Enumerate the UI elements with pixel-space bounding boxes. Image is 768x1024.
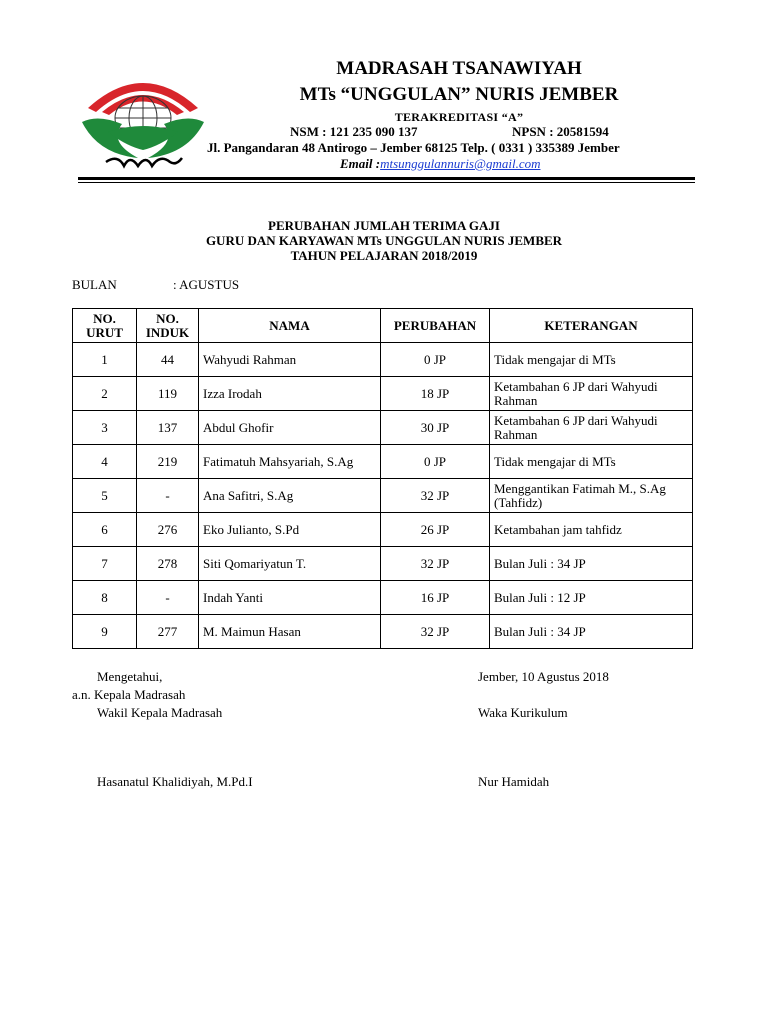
table-header-row (73, 309, 693, 343)
salary-change-table (72, 308, 693, 649)
cell-perubahan: 0 JP (381, 445, 490, 479)
letterhead-rule-thin (78, 182, 695, 183)
letterhead-school-name: MTs “UNGGULAN” NURIS JEMBER (299, 84, 619, 105)
cell-keterangan: Tidak mengajar di MTs (490, 343, 693, 377)
cell-no: 1 (73, 343, 137, 377)
cell-no: 2 (73, 377, 137, 411)
cell-nama: Siti Qomariyatun T. (199, 547, 381, 581)
cell-nama: Indah Yanti (199, 581, 381, 615)
nsm-number: NSM : 121 235 090 137 (290, 124, 418, 139)
cell-keterangan: Bulan Juli : 34 JP (490, 615, 693, 649)
header-perubahan: PERUBAHAN (381, 309, 490, 343)
cell-induk: - (137, 581, 199, 615)
table-row (73, 445, 693, 479)
cell-induk: 277 (137, 615, 199, 649)
cell-perubahan: 26 JP (381, 513, 490, 547)
table-row (73, 411, 693, 445)
cell-no: 7 (73, 547, 137, 581)
table-row (73, 343, 693, 377)
sig-left-on-behalf: a.n. Kepala Madrasah (72, 687, 186, 702)
sig-left-name: Hasanatul Khalidiyah, M.Pd.I (97, 774, 253, 789)
cell-no: 8 (73, 581, 137, 615)
cell-perubahan: 30 JP (381, 411, 490, 445)
cell-perubahan: 32 JP (381, 479, 490, 513)
bulan-value: : AGUSTUS (173, 277, 240, 292)
school-address: Jl. Pangandaran 48 Antirogo – Jember 68125 Telp. ( 0331 ) 335389 Jember (207, 140, 620, 155)
doc-title-line2: GURU DAN KARYAWAN MTs UNGGULAN NURIS JEMBER (205, 233, 563, 248)
cell-induk: - (137, 479, 199, 513)
email-label: Email : (340, 156, 381, 171)
cell-nama: Ana Safitri, S.Ag (199, 479, 381, 513)
email-link[interactable]: mtsunggulannuris@gmail.com (380, 156, 541, 171)
table-row (73, 479, 693, 513)
cell-keterangan: Ketambahan jam tahfidz (490, 513, 693, 547)
cell-keterangan: Bulan Juli : 34 JP (490, 547, 693, 581)
cell-no: 9 (73, 615, 137, 649)
bulan-label: BULAN (72, 277, 117, 292)
cell-induk: 276 (137, 513, 199, 547)
sig-left-acknowledged: Mengetahui, (97, 669, 163, 684)
cell-keterangan: Bulan Juli : 12 JP (490, 581, 693, 615)
table-row (73, 581, 693, 615)
table-row (73, 547, 693, 581)
accreditation: TERAKREDITASI “A” (394, 110, 524, 124)
cell-nama: Wahyudi Rahman (199, 343, 381, 377)
cell-nama: Izza Irodah (199, 377, 381, 411)
letterhead-title: MADRASAH TSANAWIYAH (336, 58, 582, 79)
cell-nama: Abdul Ghofir (199, 411, 381, 445)
doc-title-line3: TAHUN PELAJARAN 2018/2019 (290, 248, 478, 263)
sig-right-position: Waka Kurikulum (478, 705, 568, 720)
header-no-urut: NO. URUT (73, 309, 137, 343)
cell-no: 6 (73, 513, 137, 547)
npsn-number: NPSN : 20581594 (512, 124, 609, 139)
cell-induk: 119 (137, 377, 199, 411)
header-keterangan: KETERANGAN (490, 309, 693, 343)
table-row (73, 615, 693, 649)
cell-perubahan: 0 JP (381, 343, 490, 377)
cell-induk: 278 (137, 547, 199, 581)
cell-nama: Eko Julianto, S.Pd (199, 513, 381, 547)
cell-induk: 44 (137, 343, 199, 377)
cell-perubahan: 16 JP (381, 581, 490, 615)
letterhead-rule-thick (78, 177, 695, 180)
cell-no: 4 (73, 445, 137, 479)
header-no-induk: NO. INDUK (137, 309, 199, 343)
sig-right-name: Nur Hamidah (478, 774, 550, 789)
header-nama: NAMA (199, 309, 381, 343)
sig-right-place-date: Jember, 10 Agustus 2018 (478, 669, 609, 684)
cell-nama: M. Maimun Hasan (199, 615, 381, 649)
email-row (340, 156, 540, 172)
cell-no: 5 (73, 479, 137, 513)
cell-induk: 219 (137, 445, 199, 479)
cell-perubahan: 18 JP (381, 377, 490, 411)
cell-keterangan: Ketambahan 6 JP dari Wahyudi Rahman (490, 377, 693, 411)
table-row (73, 377, 693, 411)
doc-title-line1: PERUBAHAN JUMLAH TERIMA GAJI (268, 218, 500, 233)
cell-keterangan: Menggantikan Fatimah M., S.Ag (Tahfidz) (490, 479, 693, 513)
table-row (73, 513, 693, 547)
cell-keterangan: Tidak mengajar di MTs (490, 445, 693, 479)
cell-perubahan: 32 JP (381, 615, 490, 649)
cell-perubahan: 32 JP (381, 547, 490, 581)
sig-left-position: Wakil Kepala Madrasah (97, 705, 223, 720)
cell-induk: 137 (137, 411, 199, 445)
cell-no: 3 (73, 411, 137, 445)
cell-keterangan: Ketambahan 6 JP dari Wahyudi Rahman (490, 411, 693, 445)
cell-nama: Fatimatuh Mahsyariah, S.Ag (199, 445, 381, 479)
